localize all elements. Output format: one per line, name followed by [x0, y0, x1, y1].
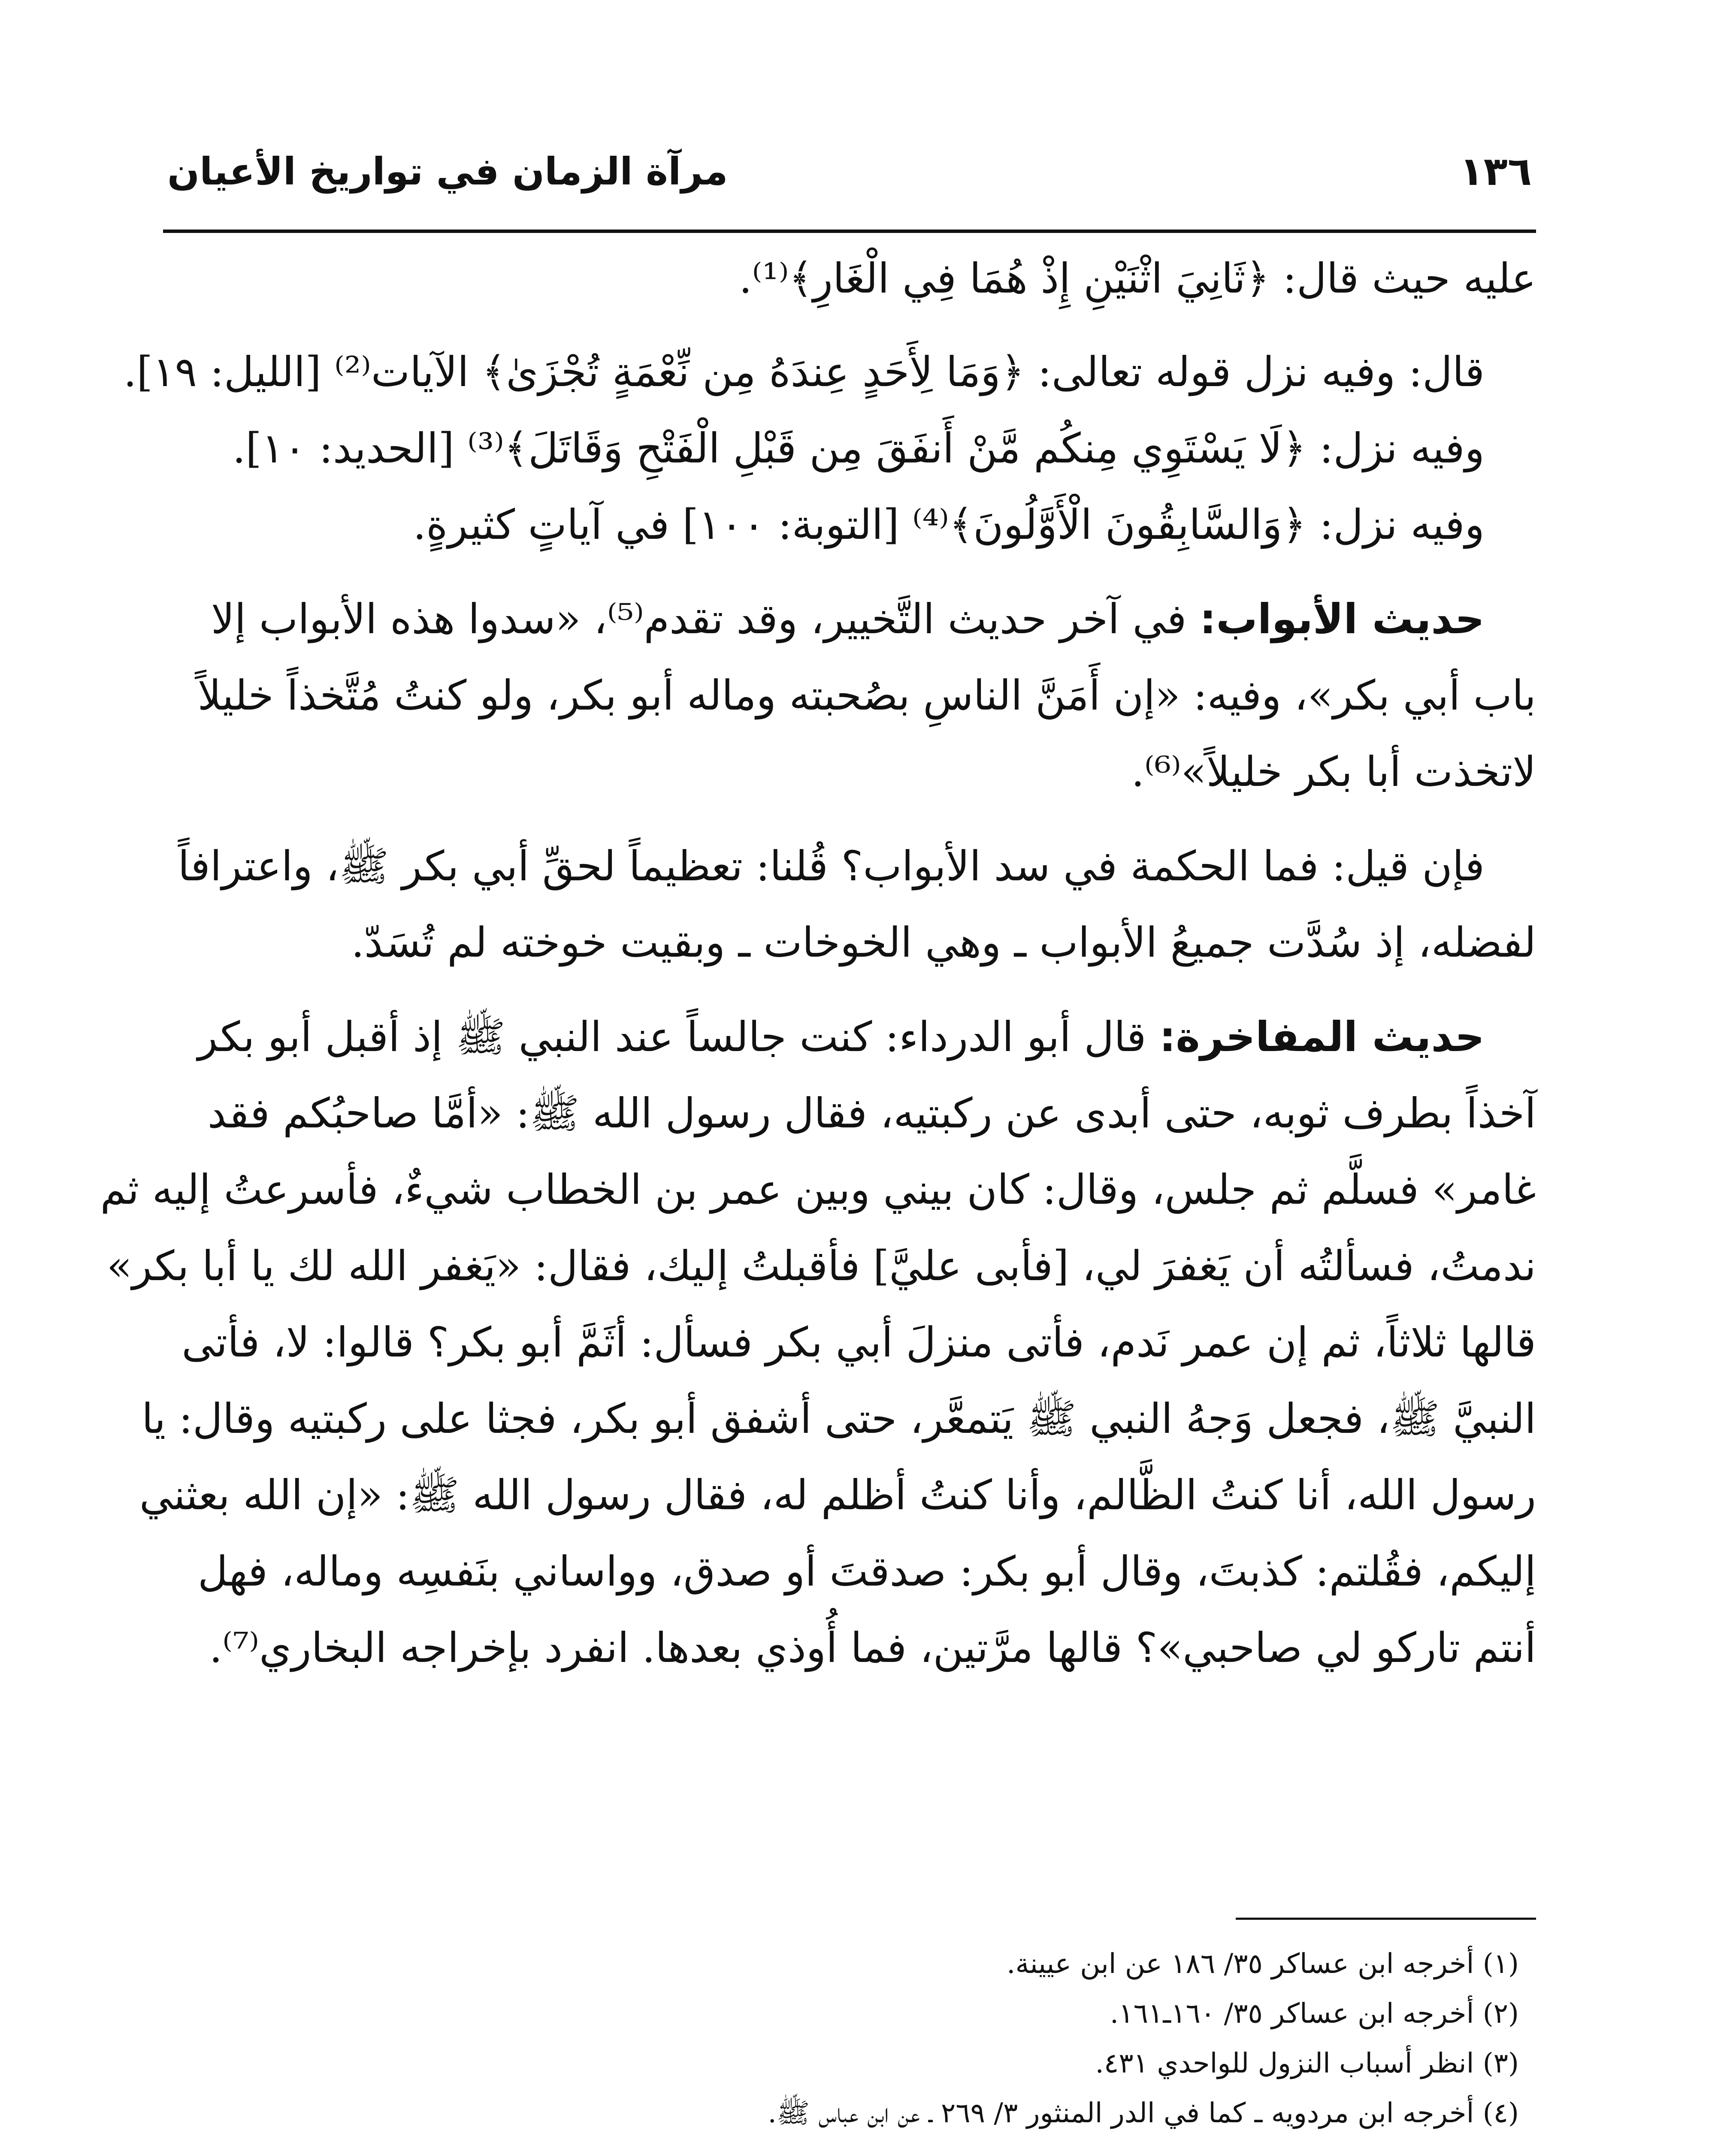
main-text [100, 240, 1536, 1686]
footnotes [163, 1939, 1536, 2145]
doors-line-3: لاتخذت أبا بكر خليلاً»⁽⁶⁾. [1131, 748, 1536, 796]
footnote-1: (١) أخرجه ابن عساكر ٣٥/ ١٨٦ عن ابن عيينة. [1007, 1948, 1519, 1980]
boasting-line-1-text: قال أبو الدرداء: كنت جالساً عند النبي ﷺ إذ أقبل أبو بكر [197, 1013, 1159, 1061]
footnote-2: (٢) أخرجه ابن عساكر ٣٥/ ١٦٠ـ١٦١. [1110, 1998, 1519, 2030]
boasting-line-3: غامر» فسلَّم ثم جلس، وقال: كان بيني وبين عمر بن الخطاب شيءٌ، فأسرعتُ إليه ثم [100, 1166, 1536, 1214]
footnote-separator [1236, 1918, 1536, 1920]
boasting-line-8: إليكم، فقُلتم: كذبتَ، وقال أبو بكر: صدقتَ أو صدق، وواساني بنَفسِه وماله، فهل [198, 1547, 1536, 1595]
footnote-3: (٣) انظر أسباب النزول للواحدي ٤٣١. [1095, 2048, 1519, 2079]
boasting-line-5: قالها ثلاثاً، ثم إن عمر نَدم، فأتى منزلَ أبي بكر فسأل: أثَمَّ أبو بكر؟ قالوا: لا، فأتى [181, 1318, 1536, 1366]
paragraph-verse-iron: وفيه نزل: ﴿لَا يَسْتَوِي مِنكُم مَّنْ أَنفَقَ مِن قَبْلِ الْفَتْحِ وَقَاتَلَ﴾⁽³⁾ [الحديد: ١٠]. [232, 424, 1485, 472]
spacer [163, 981, 1536, 999]
running-title: مرآة الزمان في تواريخ الأعيان [167, 149, 728, 193]
paragraph-verse-repentance: وفيه نزل: ﴿وَالسَّابِقُونَ الْأَوَّلُونَ﴾⁽⁴⁾ [التوبة: ١٠٠] في آياتٍ كثيرةٍ. [413, 501, 1485, 549]
boasting-line-4: ندمتُ، فسألتُه أن يَغفرَ لي، [فأبى عليَّ] فأقبلتُ إليك، فقال: «يَغفر الله لك يا أبا بكر» [106, 1242, 1536, 1290]
wisdom-line-2: لفضله، إذ سُدَّت جميعُ الأبواب ـ وهي الخوخات ـ وبقيت خوخته لم تُسَدّ. [351, 918, 1536, 967]
header-rule [163, 230, 1536, 233]
boasting-line-1 [163, 999, 1536, 1075]
page-number: ١٣٦ [1459, 148, 1532, 194]
section-heading-doors: حديث الأبواب: [1199, 595, 1485, 643]
doors-line-1 [163, 581, 1536, 657]
paragraph-boasting-hadith [100, 999, 1536, 1686]
section-heading-boasting: حديث المفاخرة: [1159, 1013, 1485, 1061]
paragraph-doors-hadith [163, 581, 1536, 810]
spacer [163, 810, 1536, 828]
paragraph-verse-night: قال: وفيه نزل قوله تعالى: ﴿وَمَا لِأَحَدٍ عِندَهُ مِن نِّعْمَةٍ تُجْزَىٰ﴾ الآيات⁽²⁾ [الليل: ١٩]. [123, 348, 1485, 396]
page-header [159, 142, 1532, 227]
boasting-line-2: آخذاً بطرف ثوبه، حتى أبدى عن ركبتيه، فقال رسول الله ﷺ: «أمَّا صاحبُكم فقد [207, 1089, 1536, 1137]
boasting-line-9: أنتم تاركو لي صاحبي»؟ قالها مرَّتين، فما أُوذي بعدها. انفرد بإخراجه البخاري⁽⁷⁾. [209, 1624, 1536, 1672]
doors-line-2: باب أبي بكر»، وفيه: «إن أَمَنَّ الناسِ بصُحبته وماله أبو بكر، ولو كنتُ مُتَّخذاً خليلاً [197, 671, 1536, 719]
paragraph-quran-cave: عليه حيث قال: ﴿ثَانِيَ اثْنَيْنِ إِذْ هُمَا فِي الْغَارِ﴾⁽¹⁾. [739, 254, 1536, 302]
boasting-line-6: النبيَّ ﷺ، فجعل وَجهُ النبي ﷺ يَتمعَّر، حتى أشفق أبو بكر، فجثا على ركبتيه وقال: يا [142, 1395, 1536, 1443]
doors-line-1-text: في آخر حديث التَّخيير، وقد تقدم⁽⁵⁾، «سدوا هذه الأبواب إلا [211, 595, 1200, 643]
wisdom-line-1: فإن قيل: فما الحكمة في سد الأبواب؟ قُلنا: تعظيماً لحقِّ أبي بكر ﷺ، واعترافاً [178, 842, 1485, 890]
spacer [163, 563, 1536, 581]
boasting-line-7: رسول الله، أنا كنتُ الظَّالم، وأنا كنتُ أظلم له، فقال رسول الله ﷺ: «إن الله بعثني [139, 1471, 1536, 1519]
footnote-5 [163, 2138, 1536, 2145]
footnote-4: (٤) أخرجه ابن مردويه ـ كما في الدر المنثور ٣/ ٢٦٩ ـ عن ابن عباس ﷺ. [768, 2097, 1519, 2129]
paragraph-wisdom [163, 828, 1536, 981]
